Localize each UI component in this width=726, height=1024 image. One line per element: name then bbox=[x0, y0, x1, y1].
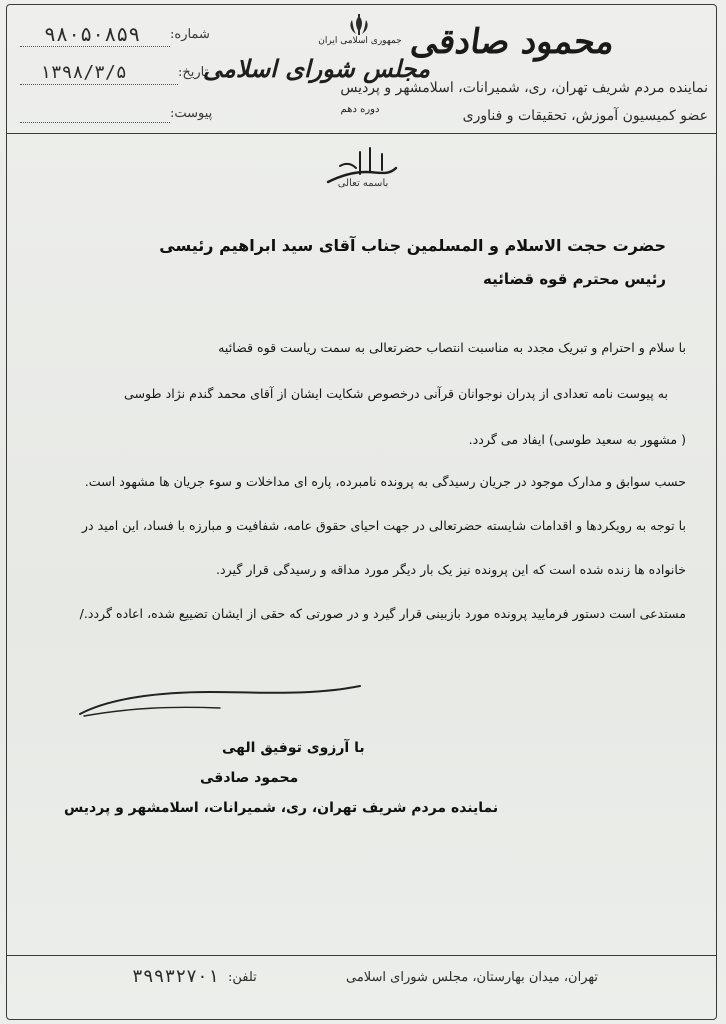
mp-role-line2: عضو کمیسیون آموزش، تحقیقات و فناوری bbox=[462, 108, 708, 124]
iran-emblem-icon bbox=[344, 14, 374, 36]
footer-phone-label: تلفن: bbox=[228, 970, 257, 985]
signer-title: نماینده مردم شریف تهران، ری، شمیرانات، اسلامشهر و پردیس bbox=[64, 800, 499, 816]
attachment-label: پیوست: bbox=[170, 106, 213, 121]
body-attachment-line2: ( مشهور به سعید طوسی) ایفاد می گردد. bbox=[468, 432, 686, 447]
signer-name: محمود صادقی bbox=[200, 770, 299, 786]
body-request: مستدعی است دستور فرمایید پرونده مورد بازبینی قرار گیرد و در صورتی که حقی از ایشان تضییع شده، اعاده گردد./ bbox=[79, 606, 686, 621]
recipient-title: رئیس محترم قوه قضائیه bbox=[483, 270, 666, 288]
number-label: شماره: bbox=[170, 27, 210, 42]
handwritten-signature bbox=[70, 678, 370, 748]
parliament-term: دوره دهم bbox=[340, 104, 380, 115]
footer-address: تهران، میدان بهارستان، مجلس شورای اسلامی bbox=[345, 970, 598, 985]
date-label: تاریخ: bbox=[178, 65, 209, 80]
recipient-name: حضرت حجت الاسلام و المسلمین جناب آقای سید ابراهیم رئیسی bbox=[159, 236, 666, 255]
header-divider bbox=[6, 133, 717, 134]
body-approach-line1: با توجه به رویکردها و اقدامات شایسته حضرتعالی در جهت احیای حقوق عامه، شفافیت و مبارزه با فساد، این امید در bbox=[81, 518, 686, 533]
body-greeting: با سلام و احترام و تبریک مجدد به مناسبت انتصاب حضرتعالی به سمت ریاست قوه قضائیه bbox=[218, 340, 686, 355]
body-approach-line2: خانواده ها زنده شده است که این پرونده نیز یک بار دیگر مورد مداقه و رسیدگی قرار گیرد. bbox=[216, 562, 686, 577]
date-dots bbox=[20, 84, 178, 85]
footer-phone: ۳۹۹۳۲۷۰۱ bbox=[132, 966, 219, 987]
emblem-country: جمهوری اسلامی ایران bbox=[318, 36, 402, 46]
mp-name: محمود صادقی bbox=[407, 22, 617, 62]
body-records: حسب سوابق و مدارک موجود در جریان رسیدگی به پرونده نامبرده، پاره ای مداخلات و سوء جریان ها مشهود است. bbox=[84, 474, 686, 489]
attachment-dots bbox=[20, 122, 170, 123]
number-dots bbox=[20, 46, 170, 47]
opener-text: باسمه تعالی bbox=[337, 178, 389, 189]
mp-role-line1: نماینده مردم شریف تهران، ری، شمیرانات، اسلامشهر و پردیس bbox=[340, 80, 708, 96]
footer-divider bbox=[6, 955, 717, 956]
opener-calligraphy bbox=[300, 142, 426, 198]
letter-number: ۹۸۰۵۰۸۵۹ bbox=[44, 22, 141, 46]
closing-wish: با آرزوی توفیق الهی bbox=[222, 740, 365, 756]
parliament-title: مجلس شورای اسلامی bbox=[202, 54, 430, 83]
letter-date: ۱۳۹۸/۳/۵ bbox=[40, 62, 127, 83]
body-attachment-line1: به پیوست نامه تعدادی از پدران نوجوانان قرآنی درخصوص شکایت ایشان از آقای محمد گندم نژاد طوسی bbox=[124, 386, 668, 401]
